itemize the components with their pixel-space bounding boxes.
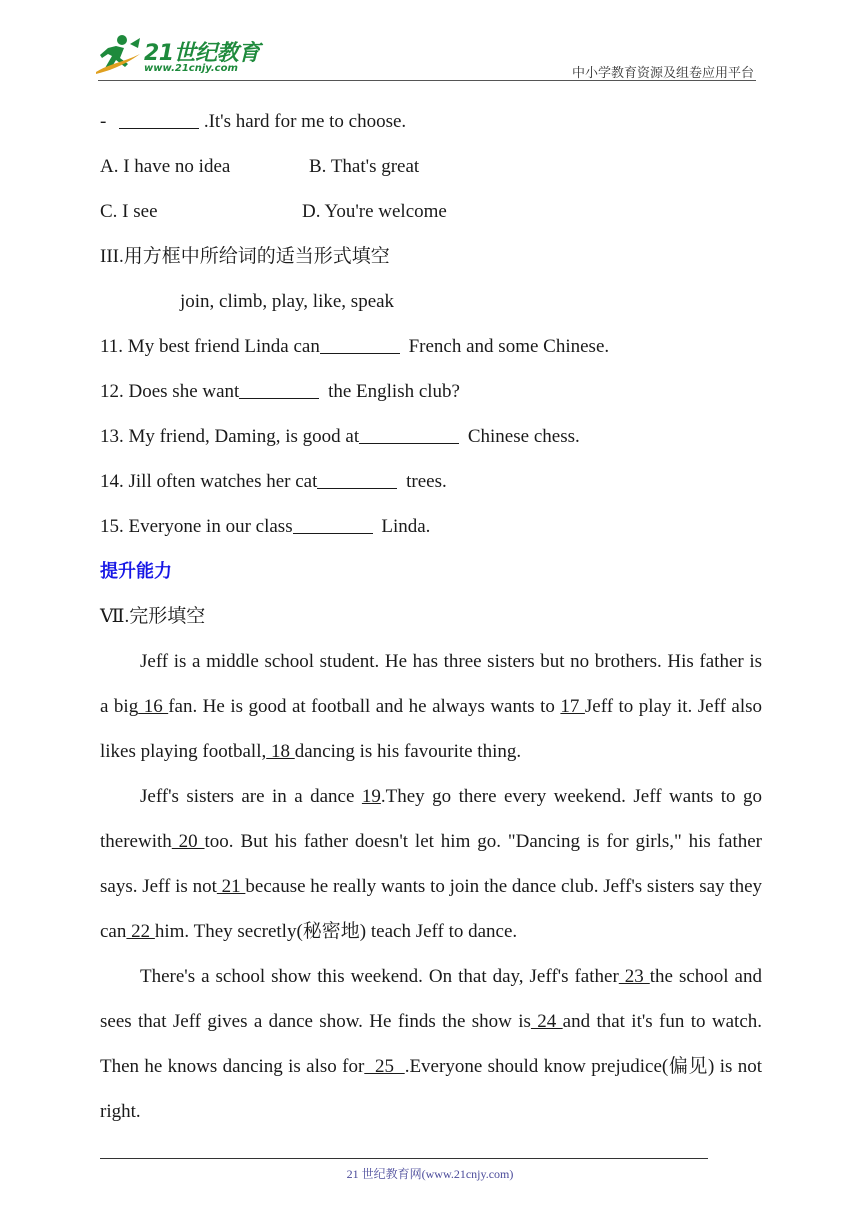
blank-22: 22 [126, 921, 155, 942]
blank-24: 24 [530, 1011, 563, 1032]
options-row-cd [100, 189, 762, 234]
section-7-title: Ⅶ.完形填空 [100, 606, 206, 627]
passage-text: too. But his father doesn't let him go. "Dancing is for girls," his father says. Jeff is not [100, 831, 762, 897]
answer-blank [359, 425, 459, 444]
passage-text: him. They secretly(秘密地) teach Jeff to dance. [154, 921, 518, 942]
cloze-passage [100, 639, 762, 1134]
answer-blank [320, 335, 400, 354]
passage-text: Jeff is a middle school student. He has three sisters but no brothers. His father is a big [100, 651, 762, 717]
question-10-prefix: - [100, 111, 112, 132]
blank-20: 20 [171, 831, 205, 852]
question-12 [100, 369, 762, 414]
passage-text: because he really wants to join the dance club. Jeff's sisters say they can [100, 876, 762, 942]
passage-text: .They go there every weekend. Jeff wants to go therewith [100, 786, 762, 852]
answer-blank [239, 380, 319, 399]
footer-text[interactable]: 21 世纪教育网(www.21cnjy.com) [346, 1167, 514, 1181]
runner-logo-icon [94, 34, 142, 76]
word-box: join, climb, play, like, speak [180, 291, 395, 312]
question-10-line [100, 99, 762, 144]
footer-divider [100, 1158, 708, 1159]
blank-23: 23 [618, 966, 650, 987]
page-header [0, 0, 860, 84]
passage-text: the school and sees that Jeff gives a dance show. He finds the show is [100, 966, 762, 1032]
blank-17: 17 [560, 696, 585, 717]
site-slogan: 中小学教育资源及组卷应用平台 [571, 65, 754, 80]
blank-16: 16 [138, 696, 169, 717]
question-13 [100, 414, 762, 459]
question-text: 11. My best friend Linda can [100, 336, 320, 357]
section-3-title: III.用方框中所给词的适当形式填空 [100, 246, 390, 267]
passage-text: and that it's fun to watch. Then he knows dancing is also for [100, 1011, 762, 1077]
answer-blank [119, 110, 199, 129]
logo-text: 21世纪教育 [144, 41, 260, 66]
blank-21: 21 [216, 876, 246, 897]
question-text: 13. My friend, Daming, is good at [100, 426, 360, 447]
passage-text: dancing is his favourite thing. [294, 741, 522, 762]
question-11 [100, 324, 762, 369]
passage-text: .Everyone should know prejudice(偏见) is not right. [100, 1056, 763, 1122]
passage-text: Jeff to play it. Jeff also likes playing football, [100, 696, 763, 762]
question-text-end: trees. [401, 471, 447, 492]
question-text: 14. Jill often watches her cat [100, 471, 318, 492]
question-text-end: Linda. [376, 516, 431, 537]
passage-text: Jeff's sisters are in a dance [140, 786, 362, 807]
header-divider [98, 80, 756, 81]
question-15 [100, 504, 762, 549]
question-text-end: Chinese chess. [463, 426, 580, 447]
passage-paragraph-3 [100, 954, 762, 1134]
question-14 [100, 459, 762, 504]
options-row-ab [100, 144, 762, 189]
passage-text: There's a school show this weekend. On that day, Jeff's father [140, 966, 619, 987]
section-ability-heading: 提升能力 [100, 561, 172, 582]
logo-url: www.21cnjy.com [144, 63, 238, 74]
question-10-text: .It's hard for me to choose. [199, 111, 407, 132]
blank-18: 18 [266, 741, 295, 762]
blank-19: 19 [361, 786, 381, 807]
site-logo[interactable] [94, 34, 266, 78]
question-text-end: the English club? [323, 381, 460, 402]
option-d: D. You're welcome [302, 201, 447, 222]
question-text: 12. Does she want [100, 381, 240, 402]
answer-blank [317, 470, 397, 489]
option-b: B. That's great [309, 156, 420, 177]
option-a: A. I have no idea [100, 156, 231, 177]
answer-blank [293, 515, 373, 534]
passage-text: fan. He is good at football and he always wants to [168, 696, 561, 717]
question-text: 15. Everyone in our class [100, 516, 293, 537]
option-c: C. I see [100, 201, 158, 222]
blank-25: 25 [364, 1056, 405, 1077]
passage-paragraph-2 [100, 774, 762, 954]
passage-paragraph-1 [100, 639, 762, 774]
question-text-end: French and some Chinese. [403, 336, 610, 357]
document-body [100, 99, 762, 1134]
